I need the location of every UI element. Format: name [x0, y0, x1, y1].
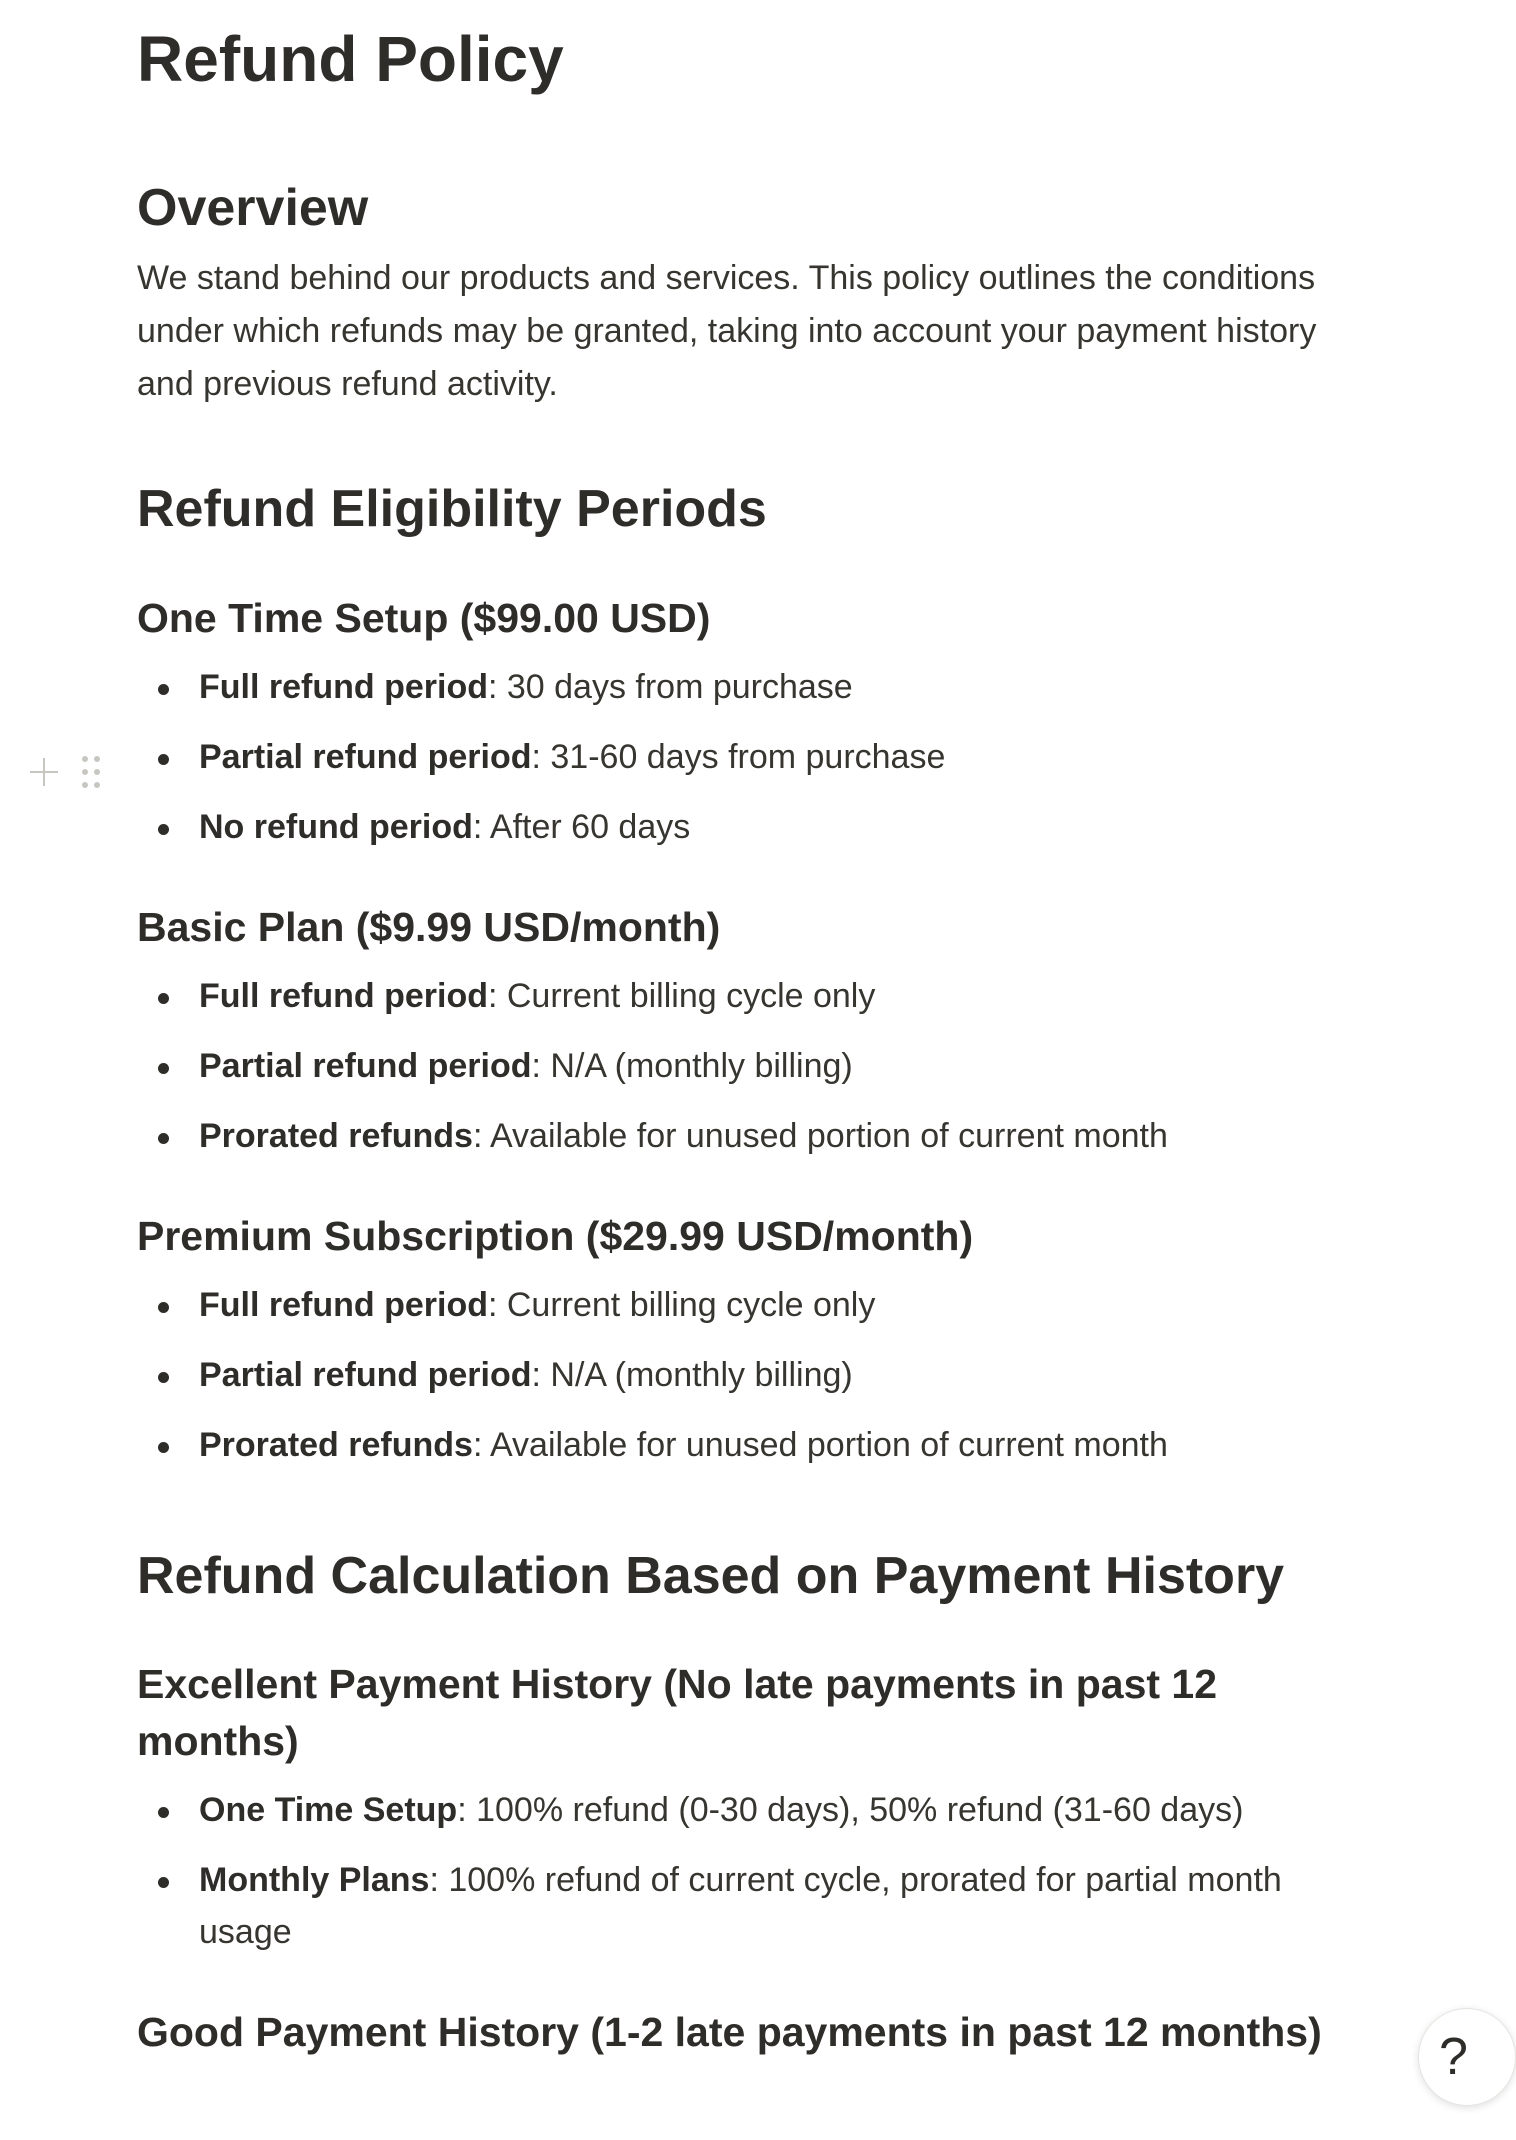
list-item: Full refund period: 30 days from purchase [137, 652, 1327, 722]
bullet [158, 1877, 169, 1888]
bullet [158, 1063, 169, 1074]
list-item: Partial refund period: N/A (monthly billing) [137, 1340, 1327, 1410]
bullet [158, 824, 169, 835]
bullet [158, 684, 169, 695]
bullet [158, 1372, 169, 1383]
list-item: No refund period: After 60 days [137, 792, 1327, 862]
list-item: Full refund period: Current billing cycle only [137, 1270, 1327, 1340]
premium-subscription-list [137, 1270, 1327, 1480]
eligibility-heading: Refund Eligibility Periods [137, 480, 767, 538]
good-history-heading: Good Payment History (1-2 late payments in past 12 months) [137, 2009, 1322, 2055]
bullet [158, 1133, 169, 1144]
premium-subscription-heading: Premium Subscription ($29.99 USD/month) [137, 1213, 974, 1259]
overview-paragraph: We stand behind our products and services. This policy outlines the conditions under which refunds may be granted, taking into account your payment history and previous refund activity. [137, 259, 1317, 403]
document [137, 0, 1327, 2061]
one-time-setup-list [137, 652, 1327, 862]
list-item: Prorated refunds: Available for unused portion of current month [137, 1101, 1327, 1171]
help-icon: ? [1439, 2028, 1468, 2086]
excellent-history-list [137, 1775, 1327, 1967]
list-item: Partial refund period: N/A (monthly billing) [137, 1031, 1327, 1101]
one-time-setup-heading: One Time Setup ($99.00 USD) [137, 595, 711, 641]
bullet [158, 1302, 169, 1313]
help-button[interactable] [1418, 2008, 1516, 2106]
list-item: Full refund period: Current billing cycle only [137, 961, 1327, 1031]
bullet [158, 754, 169, 765]
bullet [158, 1807, 169, 1818]
list-item: Prorated refunds: Available for unused portion of current month [137, 1410, 1327, 1480]
overview-heading: Overview [137, 179, 369, 237]
excellent-history-heading: Excellent Payment History (No late payments in past 12 months) [137, 1661, 1218, 1764]
plus-icon[interactable] [28, 756, 60, 788]
drag-handle-icon[interactable] [80, 754, 102, 790]
block-handle [28, 752, 108, 792]
calculation-heading: Refund Calculation Based on Payment History [137, 1547, 1285, 1605]
list-item: One Time Setup: 100% refund (0-30 days), 50% refund (31-60 days) [137, 1775, 1327, 1845]
list-item: Monthly Plans: 100% refund of current cycle, prorated for partial month usage [137, 1845, 1327, 1967]
bullet [158, 993, 169, 1004]
basic-plan-heading: Basic Plan ($9.99 USD/month) [137, 904, 721, 950]
list-item: Partial refund period: 31-60 days from purchase [137, 722, 1327, 792]
page-title: Refund Policy [137, 23, 564, 95]
basic-plan-list [137, 961, 1327, 1171]
bullet [158, 1442, 169, 1453]
